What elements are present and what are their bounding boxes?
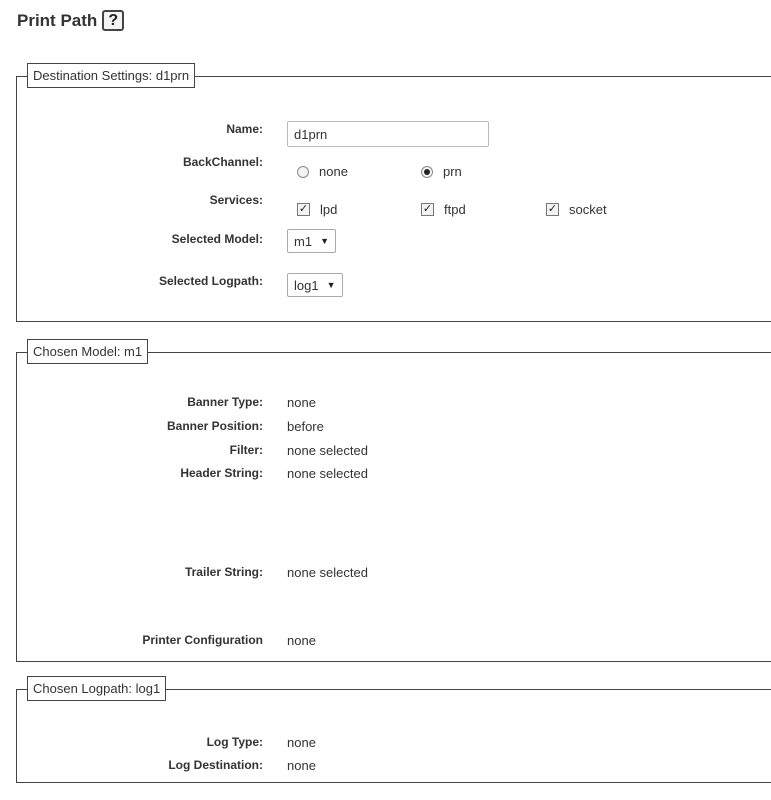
service-label: socket (569, 202, 607, 217)
name-label: Name: (226, 122, 263, 136)
filter-value: none selected (287, 443, 368, 458)
service-lpd[interactable] (297, 202, 337, 217)
chosen-model-section (16, 344, 771, 662)
chosen-model-legend: Chosen Model: m1 (27, 339, 148, 364)
backchannel-option-label: none (319, 164, 348, 179)
selected-model-label: Selected Model: (171, 232, 263, 246)
trailer-string-value: none selected (287, 565, 368, 580)
services-label: Services: (209, 193, 263, 207)
banner-type-value: none (287, 395, 316, 410)
destination-settings-section (16, 68, 771, 322)
banner-position-value: before (287, 419, 324, 434)
model-select-value: m1 (294, 233, 313, 249)
service-socket[interactable] (546, 202, 607, 217)
banner-position-label: Banner Position: (166, 419, 263, 433)
header-string-label: Header String: (180, 466, 263, 480)
backchannel-option-none[interactable] (297, 164, 348, 179)
logpath-select[interactable] (287, 273, 343, 297)
chevron-down-icon[interactable]: ▼ (320, 236, 329, 246)
radio-icon[interactable] (297, 166, 309, 178)
backchannel-option-label: prn (443, 164, 462, 179)
banner-type-label: Banner Type: (187, 395, 263, 409)
service-ftpd[interactable] (421, 202, 466, 217)
service-label: ftpd (444, 202, 466, 217)
header-string-value: none selected (287, 466, 368, 481)
checkbox-icon[interactable]: ✓ (422, 203, 433, 215)
model-select[interactable] (287, 229, 336, 253)
filter-label: Filter: (229, 443, 263, 457)
service-label: lpd (320, 202, 338, 217)
name-input[interactable] (287, 121, 489, 147)
destination-settings-legend: Destination Settings: d1prn (27, 63, 195, 88)
logpath-select-value: log1 (294, 277, 319, 293)
selected-logpath-label: Selected Logpath: (158, 274, 263, 288)
help-icon[interactable]: ? (102, 10, 124, 31)
log-type-value: none (287, 735, 316, 750)
chevron-down-icon[interactable]: ▼ (326, 280, 336, 290)
printer-configuration-label: Printer Configuration (142, 633, 263, 647)
radio-icon[interactable] (421, 166, 433, 178)
page-title-text: Print Path (17, 10, 98, 30)
log-destination-label: Log Destination: (168, 758, 263, 772)
trailer-string-label: Trailer String: (184, 565, 263, 579)
log-destination-value: none (287, 758, 316, 773)
page-title (17, 10, 124, 31)
chosen-logpath-section (16, 681, 771, 783)
chosen-logpath-legend: Chosen Logpath: log1 (27, 676, 166, 701)
backchannel-option-prn[interactable] (421, 164, 462, 179)
backchannel-label: BackChannel: (182, 155, 263, 169)
checkbox-icon[interactable]: ✓ (298, 203, 309, 215)
checkbox-icon[interactable]: ✓ (547, 203, 558, 215)
log-type-label: Log Type: (206, 735, 263, 749)
printer-configuration-value: none (287, 633, 316, 648)
